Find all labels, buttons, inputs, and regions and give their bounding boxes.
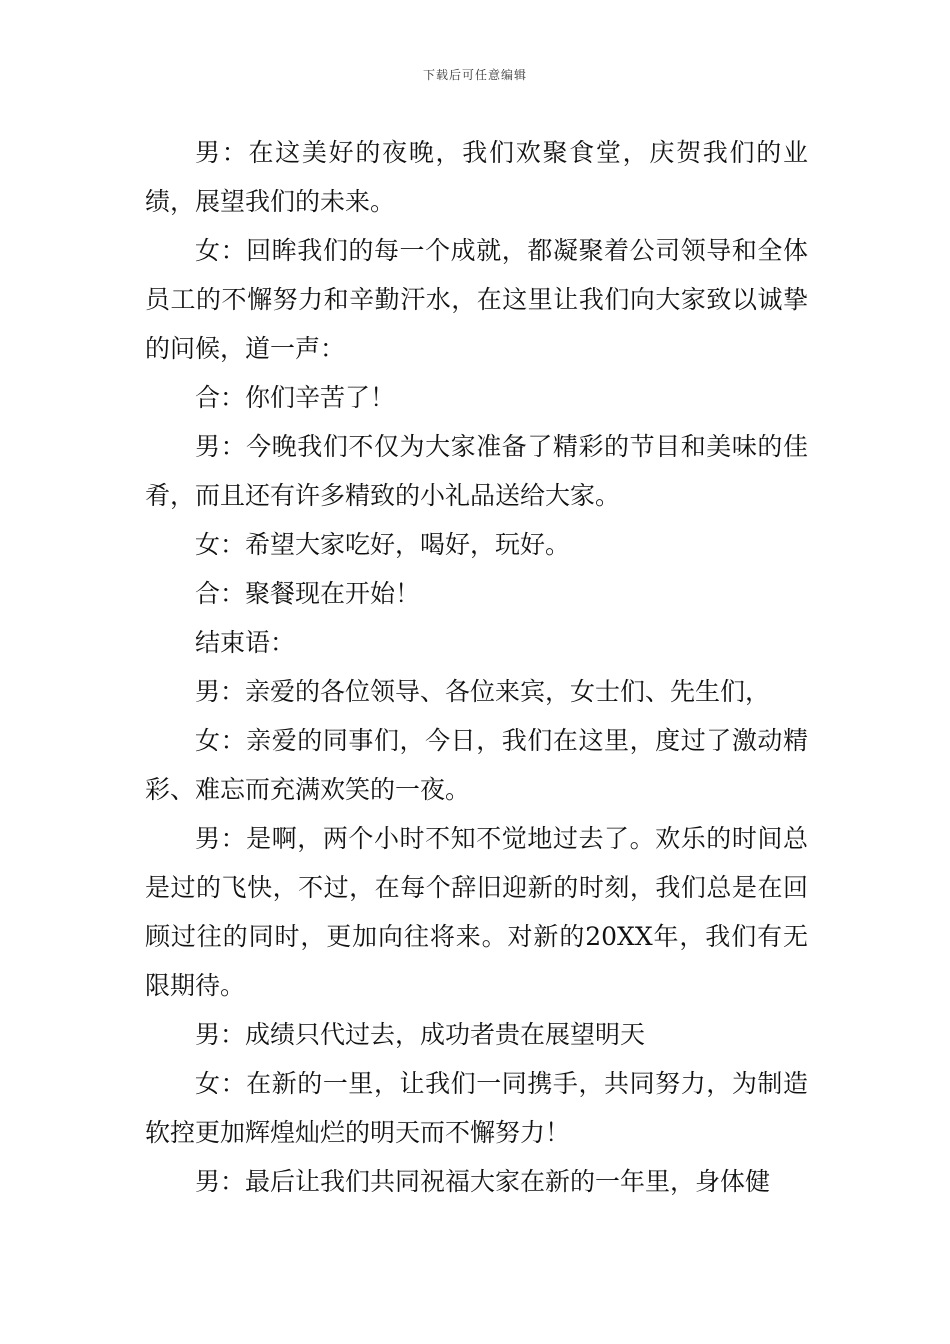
- paragraph: 男：最后让我们共同祝福大家在新的一年里，身体健: [195, 1167, 771, 1196]
- section-heading: 结束语：: [195, 628, 296, 657]
- paragraph: 女：亲爱的同事们，今日，我们在这里，度过了激动精彩、难忘而充满欢笑的一夜。: [145, 726, 808, 804]
- paragraph: 男：亲爱的各位领导、各位来宾，女士们、先生们，: [195, 677, 771, 706]
- paragraph: 男：在这美好的夜晚，我们欢聚食堂，庆贺我们的业绩，展望我们的未来。: [145, 138, 808, 216]
- header-note: 下载后可任意编辑: [422, 68, 527, 82]
- paragraph: 合：聚餐现在开始！: [195, 579, 421, 608]
- paragraph: 合：你们辛苦了！: [195, 383, 396, 412]
- document-body: [145, 128, 808, 1206]
- paragraph: 男：今晚我们不仅为大家准备了精彩的节目和美味的佳肴，而且还有许多精致的小礼品送给大家。: [145, 432, 808, 510]
- paragraph: 女：希望大家吃好，喝好，玩好。: [195, 530, 571, 559]
- paragraph: 男：成绩只代过去，成功者贵在展望明天: [195, 1020, 646, 1049]
- paragraph: 女：回眸我们的每一个成就，都凝聚着公司领导和全体员工的不懈努力和辛勤汗水，在这里让我们向大家致以诚挚的问候，道一声：: [145, 236, 808, 363]
- paragraph: 女：在新的一里，让我们一同携手，共同努力，为制造软控更加辉煌灿烂的明天而不懈努力！: [145, 1069, 808, 1147]
- paragraph: 男：是啊，两个小时不知不觉地过去了。欢乐的时间总是过的飞快，不过，在每个辞旧迎新的时刻，我们总是在回顾过往的同时，更加向往将来。对新的20XX年，我们有无限期待。: [145, 824, 808, 1000]
